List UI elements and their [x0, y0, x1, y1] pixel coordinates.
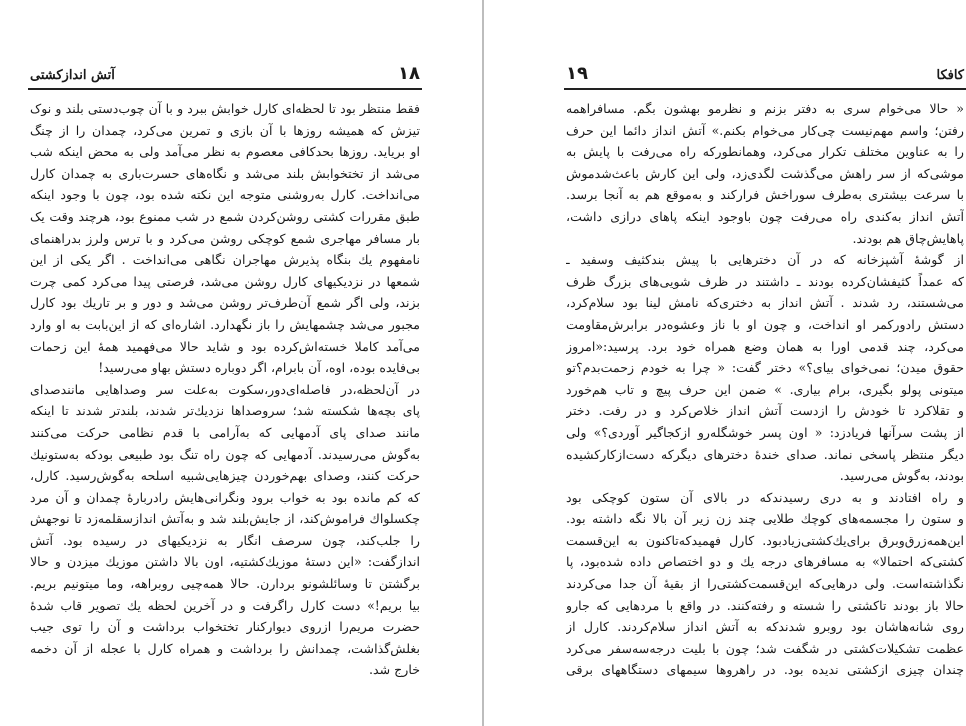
- text-line: تیزش که همیشه روزها با آن بازی و تمرین می‌کرد، چمدان را از چنگ: [30, 122, 420, 138]
- text-line: دیگر منتظر پاسخی نماند. صدای خندهٔ دخترهای دیگرکه دست‌ازکارکشیده: [566, 446, 964, 462]
- right-running-title: کافکا: [936, 68, 964, 83]
- text-line: عظمت تشکیلات‌کشتی در شگفت شد؛ چون با بلیت درجه‌سه‌سفر می‌کرد: [566, 640, 964, 656]
- text-line: « حالا می‌خوام سری به دفتر بزنم و نظرمو بهشون بگم. مسافراهمه: [566, 101, 964, 116]
- text-line: میتونی پولو بگیری، برام بیاری. » ضمن این حرف پیچ و تاب هم‌خورد: [566, 381, 964, 397]
- text-line: و راه افتادند و به دری رسیدندکه در بالای آن ستون کوچکی بود: [566, 489, 964, 505]
- left-page: [0, 0, 482, 726]
- text-line: بزند، ولی اگر شمع آن‌طرف‌تر روشن می‌شد و دور و بر تاریك بود کارل: [30, 295, 420, 311]
- text-line: بودند، به‌گوش می‌رسید.: [839, 468, 964, 484]
- text-line: از پشت سرآنها فریادزد: « اون پسر خوشگله‌رو ازکجاگیر آوردی؟» ولی: [566, 424, 964, 440]
- text-line: موشی‌که از سر راهش می‌گذشت لگدی‌زد، ولی این کارش باعث‌شدموش: [566, 165, 964, 181]
- left-page-body: [30, 98, 420, 681]
- text-line: چندان چیزی ازکشتی ندیده بود. در راهروها سیمهای دستگاههای برقی: [566, 662, 964, 678]
- text-line: بغلش‌گذاشت، چمدانش را برداشت و همراه کارل با عجله از آن دخمه: [30, 640, 420, 656]
- text-line: پاهایش‌چاق هم بودند.: [852, 230, 964, 246]
- text-line: او بریاید. روزها بحدکافی معصوم به نظر می‌آمد ولی به محض اینکه شب: [30, 144, 420, 160]
- text-line: بی‌فایده بوده، اوه، آن بابرام، اگر دوباره دستش بهاو می‌رسید!: [98, 360, 420, 376]
- text-line: چکسلواك فراموش‌کند، از جایش‌بلند شد و به‌آتش اندازسقلمه‌زد تا نوجهش: [30, 511, 420, 527]
- text-line: که کم مانده بود به خواب برود ونگرانی‌هایش راد‌ربارهٔ چمدان و آن مرد: [30, 489, 420, 505]
- text-line: را به عناوین مختلف تکرار می‌کرد، وهمانطورکه راه می‌رفت با پایش به: [566, 144, 964, 160]
- text-line: از گوشهٔ آشپزخانه که در آن دخترهایی با پیش بندکثیف وسفید ـ: [566, 252, 964, 268]
- text-line: حرکت کنند، وصدای بهم‌خوردن چیزهایی‌شبیه اسلحه به‌گوش‌رسید. کارل،: [30, 468, 420, 484]
- text-line: و تقلاکرد تا خودش را ازدست آتش انداز خلاص‌کرد و در رفت. دختر: [566, 403, 964, 419]
- text-line: رفتن؛ واسم مهم‌نیست چی‌کار می‌خوام بکنم.» آتش انداز دائما این حرف: [566, 122, 964, 138]
- text-line: در آن‌لحظه،در فاصله‌ای‌دور،سکوت به‌علت سر وصداهایی مانند‌صدای: [30, 381, 420, 397]
- text-line: با سرعت بیشتری به‌طرف سوراخش فرارکند و به‌موقع هم به آنجا برسد.: [566, 187, 964, 203]
- text-line: خارج شد.: [368, 662, 420, 678]
- text-line: را جلب‌کند، چون سرصف انگار به نزدیکیهای در رسیده بود. آتش‌: [30, 532, 420, 548]
- right-page-number: ۱۹: [566, 63, 588, 84]
- text-line: حضرت مریم‌را ازروی دیوارکنار تختخواب برداشت و آن را توی جیب: [30, 619, 420, 635]
- text-line: و ستون را مجسمه‌های کوچك طلایی چند زن زیر آن بالا نگه داشته بود.: [566, 511, 964, 527]
- left-page-header: [30, 62, 420, 84]
- text-line: این‌همه‌زرق‌وبرق برای‌یك‌کشتی‌زیاد‌بود. کارل فهمید‌که‌تاکنون به این‌قسمت: [566, 532, 964, 548]
- text-line: حقوق میدن؛ نمی‌خوای بیای؟» دختر گفت: « چرا به خودم زحمت‌بدم؟تو: [566, 360, 964, 376]
- text-line: بار مسافر مهاجری شمع کوچکی روشن می‌کرد و با ترس ولرز بدراهنمای: [30, 230, 420, 246]
- text-line: به‌گوش می‌رسیدند. آدمهایی که چون راه تنگ بود طبیعی بودکه به‌ستونیك: [30, 446, 420, 462]
- text-line: برگشتن تا وسائلشونو بردارن. حالا همه‌چیی روبراهه، وما میتونیم بریم.: [30, 576, 420, 592]
- text-line: پای بچه‌ها شکسته شد؛ سروصداها نزدیك‌تر شدند، بلندتر شدند تا اینکه: [30, 403, 420, 419]
- text-line: نگذاشته‌است. ولی درهایی‌که این‌قسمت‌کشتی‌را از بقیهٔ آن جدا می‌کردند: [566, 576, 964, 592]
- text-line: آتش انداز به‌کندی راه می‌رفت چون باوجود اینکه پاهای درازی داشت،: [566, 208, 964, 224]
- text-line: می‌آمد کاملا خسته‌اش‌کرده بود و شاید حالا می‌فهمید همهٔ این زحمات: [30, 338, 420, 354]
- text-line: مانند صدای پای آدمهایی که به‌آرامی با قدم نظامی حرکت می‌کنند: [30, 424, 420, 440]
- text-line: دستش رادورکمر او انداخت، و چون او با ناز وعشوه‌در برابرش‌مقاومت: [566, 316, 964, 332]
- text-line: بیا بریم!» دست کارل راگرفت و در آخرین لحظه یك تصویر قاب شدهٔ: [30, 597, 420, 613]
- text-line: نامفهوم یك بنگاه پذیرش مهاجران نگاهی می‌انداخت . اگر یکی از این: [30, 252, 420, 268]
- right-header-rule: [564, 88, 966, 90]
- text-line: فقط منتظر بود تا لحظه‌ای کارل خوابش ببرد و با آن چوب‌دستی بلند و نوک: [30, 101, 420, 116]
- text-line: طبق مقررات کشتی روشن‌کردن شمع در شب ممنوع بود، هرچند وقت یک: [30, 208, 420, 224]
- right-page: [484, 0, 966, 726]
- left-page-number: ۱۸: [398, 63, 420, 84]
- right-page-body: [566, 98, 964, 681]
- left-header-rule: [28, 88, 422, 90]
- text-line: می‌کرد، چند قدمی اورا به همان وضع همراه خود برد. پرسید:«امروز: [566, 338, 964, 354]
- text-line: اندازگفت: «این دستهٔ موزیك‌کشتیه، اون بالا داشتن موزیك میزدن و حالا: [30, 554, 420, 570]
- text-line: می‌شد از تختخوابش بلند می‌شد و نگاه‌های حسرت‌باری به چمدان کارل: [30, 165, 420, 181]
- left-running-title: آتش اندازکشتی: [30, 68, 115, 83]
- text-line: روی شانه‌هاشان بود روبرو شدندکه به آتش انداز سلام‌کردند. کارل از: [566, 619, 964, 635]
- text-line: حالا باز بودند تاکشتی را شسته و رفته‌کنند. در واقع با مردهایی که جارو: [566, 597, 964, 613]
- text-line: که عمداً کثیفشان‌کرده بودند ـ داشتند در ظرف شویی‌های بزرگ ظرف: [566, 273, 964, 289]
- text-line: می‌شستند، رد شدند . آتش انداز به دختری‌که نامش لینا بود سلام‌کرد،: [566, 295, 964, 311]
- text-line: می‌انداخت. کارل به‌روشنی متوجه این نکته شده بود، چون با وجود اینکه: [30, 187, 420, 203]
- text-line: شمعها در نزدیکیهای کارل روشن می‌شد، فرصتی پیدا می‌کرد کمی چرت: [30, 273, 420, 289]
- right-page-header: [566, 62, 964, 84]
- text-line: کشتی‌که احتمالا» به مسافرهای درجه یك و دو اختصاص داده شده‌بود، پا: [566, 554, 964, 570]
- text-line: مجبور می‌شد چشمهایش را باز نگهدارد. اشاره‌ای که از این‌بابت به او وارد: [30, 316, 420, 332]
